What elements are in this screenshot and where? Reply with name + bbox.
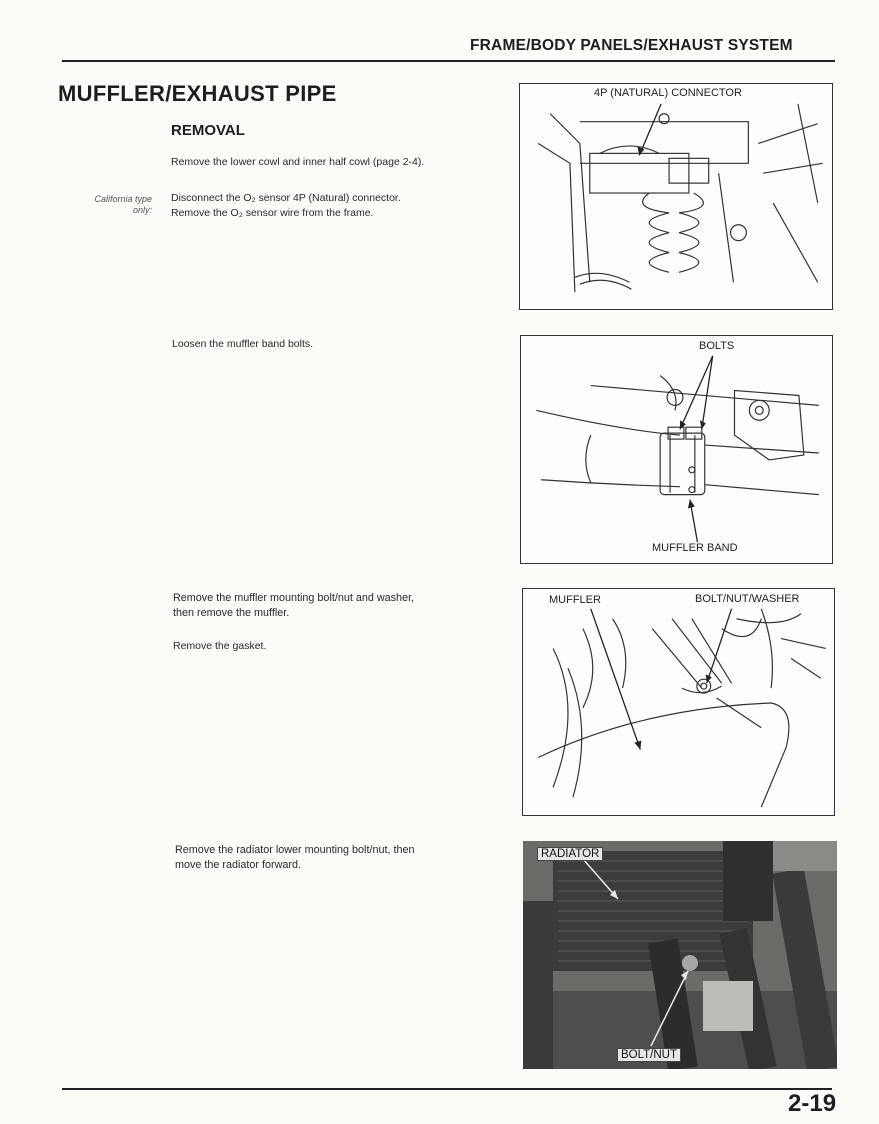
step-loosen-band: Loosen the muffler band bolts.: [172, 338, 314, 350]
label-muffler: MUFFLER: [549, 594, 601, 606]
figure-muffler-band: [520, 335, 833, 564]
label-muffler-band: MUFFLER BAND: [652, 542, 738, 554]
margin-note-california: [60, 194, 152, 216]
page-number: 2-19: [788, 1090, 837, 1117]
removal-subheading: REMOVAL: [171, 122, 245, 139]
step-remove-gasket: Remove the gasket.: [173, 640, 267, 652]
muffler-band-illustration: [521, 336, 832, 563]
figure-muffler-mount: [522, 588, 835, 816]
margin-note-line: California type: [94, 194, 152, 204]
label-bolts: BOLTS: [699, 340, 735, 352]
connector-illustration: [520, 84, 832, 309]
step-disconnect-o2: [171, 191, 401, 221]
step-move-radiator: [175, 843, 414, 873]
step-line: then remove the muffler.: [173, 607, 290, 619]
running-header: FRAME/BODY PANELS/EXHAUST SYSTEM: [470, 37, 793, 54]
section-title: MUFFLER/EXHAUST PIPE: [58, 81, 337, 106]
step-line: Disconnect the O₂ sensor 4P (Natural) connector.: [171, 192, 401, 204]
step-line: Remove the O₂ sensor wire from the frame.: [171, 207, 374, 219]
label-bolt-nut-washer: BOLT/NUT/WASHER: [695, 593, 800, 605]
label-bolt-nut: BOLT/NUT: [617, 1048, 681, 1062]
figure-o2-connector: [519, 83, 833, 310]
step-remove-cowl: Remove the lower cowl and inner half cowl (page 2-4).: [171, 156, 425, 168]
step-line: move the radiator forward.: [175, 859, 302, 871]
photo-radiator: [523, 841, 837, 1069]
step-remove-muffler: [173, 591, 414, 621]
margin-note-line: only:: [132, 205, 152, 215]
step-line: Remove the radiator lower mounting bolt/nut, then: [175, 844, 415, 856]
label-radiator: RADIATOR: [537, 847, 603, 861]
step-line: Remove the muffler mounting bolt/nut and washer,: [173, 592, 415, 604]
header-divider: [62, 60, 835, 62]
muffler-mount-illustration: [523, 589, 834, 815]
label-4p-connector: 4P (NATURAL) CONNECTOR: [594, 87, 742, 99]
radiator-photo-illustration: [523, 841, 837, 1069]
footer-divider: [62, 1088, 832, 1090]
